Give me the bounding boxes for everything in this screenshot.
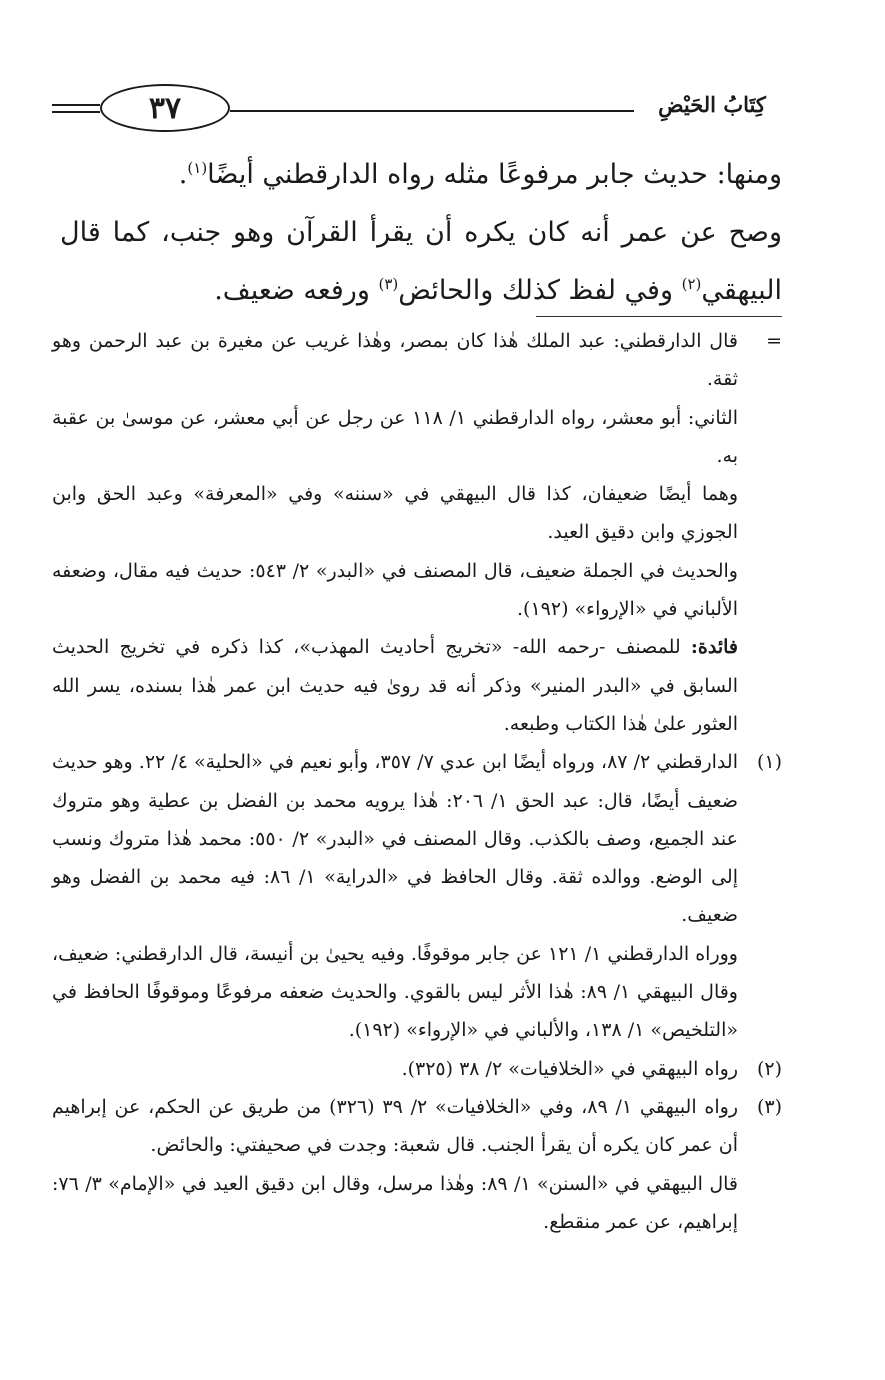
footnote-paragraph: والحديث في الجملة ضعيف، قال المصنف في «البدر» ٢/ ٥٤٣: حديث فيه مقال، وضعفه الألباني في «الإرواء» (١٩٢). xyxy=(52,559,738,621)
footnote-paragraph: رواه البيهقي في «الخلافيات» ٢/ ٣٨ (٣٢٥). xyxy=(401,1057,738,1080)
main-p2-text-c: ورفعه ضعيف. xyxy=(214,275,379,306)
main-p2-text-b: وفي لفظ كذلك والحائض xyxy=(398,275,682,306)
footnote-paragraph: وهما أيضًا ضعيفان، كذا قال البيهقي في «سننه» وفي «المعرفة» وعبد الحق وابن الجوزي وابن دقيق العيد. xyxy=(52,483,738,544)
footnote-paragraph: ووراه الدارقطني ١/ ١٢١ عن جابر موقوفًا. وفيه يحيىٰ بن أنيسة، قال الدارقطني: ضعيف، وقال البيهقي ١/ ٨٩: هٰذا الأثر ليس بالقوي. والحديث ضعفه مرفوعًا وموقوفًا الحافظ في «التلخيص» ١/ ١٣٨، والألباني في «الإرواء» (١٩٢). xyxy=(52,942,738,1042)
main-p1-end: . xyxy=(178,159,188,190)
footnote-2 xyxy=(52,1050,782,1088)
footnote-paragraph: الثاني: أبو معشر، رواه الدارقطني ١/ ١١٨ عن رجل عن أبي معشر، عن موسىٰ بن عقبة به. xyxy=(52,406,738,467)
header-rule-left xyxy=(52,104,100,106)
header-rule-middle xyxy=(230,110,634,112)
book-title: كِتَابُ الحَيْضِ xyxy=(658,92,766,117)
footnote-paragraph: الدارقطني ٢/ ٨٧، ورواه أيضًا ابن عدي ٧/ ٣٥٧، وأبو نعيم في «الحلية» ٤/ ٢٢. وهو حديث ضعيف أيضًا، قال: عبد الحق ١/ ٢٠٦: هٰذا يرويه محمد بن الفضل بن عطية وهو متروك عند الجميع، وصف بالكذب. وقال المصنف في «البدر» ٢/ ٥٥٠: محمد هٰذا متروك ونسب إلى الوضع. ووالده ثقة. وقال الحافظ في «الدراية» ١/ ٨٦: فيه محمد بن الفضل وهو ضعيف. xyxy=(52,751,738,927)
footnote-separator xyxy=(536,316,782,317)
main-paragraph-1 xyxy=(60,146,782,204)
footnote-mark: (٣) xyxy=(756,1095,782,1118)
footnote-ref-2[interactable]: (٢) xyxy=(681,275,702,293)
footnote-3 xyxy=(52,1088,782,1241)
footnote-paragraph: قال الدارقطني: عبد الملك هٰذا كان بمصر، وهٰذا غريب عن مغيرة بن عبد الرحمن وهو ثقة. xyxy=(52,330,738,391)
main-p2-text-a: وصح عن عمر أنه كان يكره أن يقرأ القرآن وهو جنب، كما قال البيهقي xyxy=(60,217,782,306)
note-lead: فائدة: xyxy=(690,636,738,659)
main-paragraph-2 xyxy=(60,204,782,320)
page-number: ٣٧ xyxy=(100,84,230,132)
footnote-mark: = xyxy=(766,330,782,352)
footnote-paragraph xyxy=(52,628,738,743)
footnote-1 xyxy=(52,743,782,1049)
note-text: للمصنف -رحمه الله- «تخريج أحاديث المهذب»، كذا ذكره في تخريج الحديث السابق في «البدر المنير» وذكر أنه قد روىٰ فيه حديث ابن عمر هٰذا بسنده، يسر الله العثور علىٰ هٰذا الكتاب وطبعه. xyxy=(52,636,738,735)
footnote-ref-3[interactable]: (٣) xyxy=(378,275,399,293)
page-header xyxy=(52,80,783,142)
footnote-mark: (١) xyxy=(756,751,782,774)
header-rule-left-2 xyxy=(52,111,100,113)
main-text xyxy=(60,146,782,320)
footnote-paragraph: قال البيهقي في «السنن» ١/ ٨٩: وهٰذا مرسل، وقال ابن دقيق العيد في «الإمام» ٣/ ٧٦: إبراهيم، عن عمر منقطع. xyxy=(52,1172,738,1233)
footnote-mark: (٢) xyxy=(756,1057,782,1080)
footnotes xyxy=(52,322,782,1241)
footnote-continuation xyxy=(52,322,782,743)
main-p1-text: ومنها: حديث جابر مرفوعًا مثله رواه الدارقطني أيضًا xyxy=(207,159,782,190)
footnote-ref-1[interactable]: (١) xyxy=(187,159,208,177)
footnote-paragraph: رواه البيهقي ١/ ٨٩، وفي «الخلافيات» ٢/ ٣٩ (٣٢٦) من طريق عن الحكم، عن إبراهيم أن عمر كان يكره أن يقرأ الجنب. قال شعبة: وجدت في صحيفتي: والحائض. xyxy=(52,1095,738,1157)
